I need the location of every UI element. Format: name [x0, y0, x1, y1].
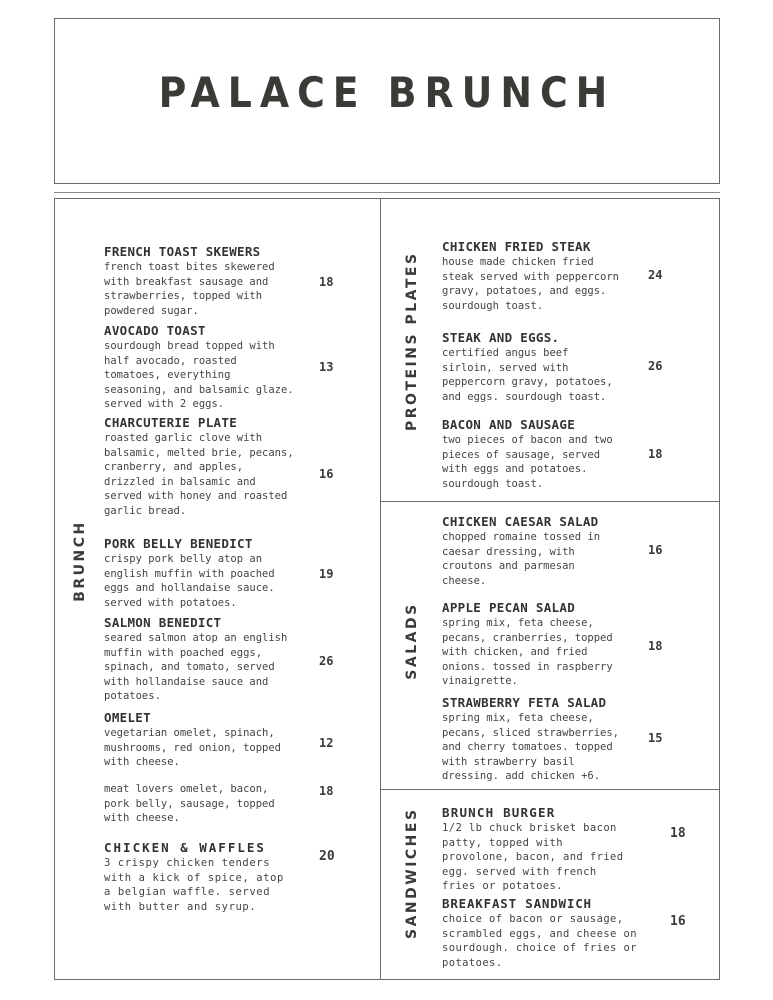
- menu-item: [104, 782, 275, 826]
- menu-item: [442, 330, 613, 404]
- item-name: PORK BELLY BENEDICT: [104, 536, 253, 551]
- item-price: 24: [648, 268, 663, 282]
- menu-item: [104, 244, 275, 318]
- item-desc: certified angus beef sirloin, served with peppercorn gravy, potatoes, and eggs. sourdough toast.: [442, 347, 613, 403]
- item-name: STEAK AND EGGS.: [442, 330, 560, 345]
- item-name: SALMON BENEDICT: [104, 615, 222, 630]
- item-name: STRAWBERRY FETA SALAD: [442, 695, 607, 710]
- item-desc: house made chicken fried steak served with peppercorn gravy, potatoes, and eggs. sourdough toast.: [442, 256, 620, 312]
- menu-item: [104, 323, 294, 412]
- section-label-salads: SALADS: [404, 602, 420, 680]
- menu-item: [442, 805, 623, 894]
- item-desc: spring mix, feta cheese, pecans, sliced strawberries, and cherry tomatoes. topped with strawberry basil dressing. add chicken +6.: [442, 712, 620, 782]
- section-label-sandwiches: SANDWICHES: [404, 807, 420, 939]
- item-price: 18: [670, 826, 686, 841]
- item-name: CHICKEN & WAFFLES: [104, 840, 266, 855]
- item-price: 16: [670, 914, 686, 929]
- menu-item: [442, 896, 637, 970]
- menu-item: [104, 615, 287, 704]
- menu-item: [104, 415, 294, 518]
- menu-item: [442, 417, 613, 491]
- item-desc: vegetarian omelet, spinach, mushrooms, red onion, topped with cheese.: [104, 727, 282, 768]
- item-desc: french toast bites skewered with breakfast sausage and strawberries, topped with powdered sugar.: [104, 261, 275, 317]
- item-name: BREAKFAST SANDWICH: [442, 896, 592, 911]
- menu-item: [442, 239, 619, 313]
- section-divider-sandwiches: [380, 789, 720, 790]
- item-price: 16: [319, 467, 334, 481]
- item-price: 18: [648, 639, 663, 653]
- menu-item: [442, 695, 619, 784]
- item-name: APPLE PECAN SALAD: [442, 600, 576, 615]
- item-desc: spring mix, feta cheese, pecans, cranberries, topped with chicken, and fried onions. tossed in raspberry vinaigrette.: [442, 617, 613, 687]
- item-price: 18: [319, 784, 334, 798]
- menu-item: [442, 600, 613, 689]
- item-desc: 1/2 lb chuck brisket bacon patty, topped with provolone, bacon, and fried egg. served with french fries or potatoes.: [442, 822, 624, 892]
- item-price: 15: [648, 731, 663, 745]
- item-name: CHARCUTERIE PLATE: [104, 415, 238, 430]
- item-desc: two pieces of bacon and two pieces of sausage, served with eggs and potatoes. sourdough toast.: [442, 434, 613, 490]
- item-price: 26: [648, 359, 663, 373]
- column-divider: [380, 198, 381, 980]
- item-desc: roasted garlic clove with balsamic, melted brie, pecans, cranberry, and apples, drizzled in balsamic and served with honey and roasted garlic bread.: [104, 432, 294, 517]
- item-price: 18: [319, 275, 334, 289]
- item-price: 18: [648, 447, 663, 461]
- item-price: 26: [319, 654, 334, 668]
- item-name: CHICKEN CAESAR SALAD: [442, 514, 599, 529]
- item-name: FRENCH TOAST SKEWERS: [104, 244, 261, 259]
- item-name: BACON AND SAUSAGE: [442, 417, 576, 432]
- item-desc: meat lovers omelet, bacon, pork belly, sausage, topped with cheese.: [104, 783, 275, 824]
- item-name: OMELET: [104, 710, 151, 725]
- menu-item: [104, 710, 281, 770]
- item-desc: sourdough bread topped with half avocado, roasted tomatoes, everything seasoning, and balsamic glaze. served with 2 eggs.: [104, 340, 294, 410]
- item-price: 16: [648, 543, 663, 557]
- item-price: 13: [319, 360, 334, 374]
- item-desc: 3 crispy chicken tenders with a kick of spice, atop a belgian waffle. served with butter and syrup.: [104, 857, 284, 913]
- section-divider-salads: [380, 501, 720, 502]
- item-desc: choice of bacon or sausage, scrambled eggs, and cheese on sourdough. choice of fries or potatoes.: [442, 913, 637, 969]
- item-name: BRUNCH BURGER: [442, 805, 556, 820]
- item-name: AVOCADO TOAST: [104, 323, 206, 338]
- item-price: 12: [319, 736, 334, 750]
- page-title: PALACE BRUNCH: [158, 68, 616, 117]
- header-divider: [54, 192, 720, 193]
- item-desc: seared salmon atop an english muffin with poached eggs, spinach, and tomato, served with hollandaise sauce and potatoes.: [104, 632, 288, 702]
- menu-item: [442, 514, 600, 588]
- section-label-proteins: PROTEINS PLATES: [404, 251, 420, 431]
- menu-item: [104, 536, 275, 610]
- item-price: 20: [319, 849, 335, 864]
- menu-item: [104, 840, 284, 914]
- item-price: 19: [319, 567, 334, 581]
- item-name: CHICKEN FRIED STEAK: [442, 239, 591, 254]
- item-desc: crispy pork belly atop an english muffin with poached eggs and hollandaise sauce. served with potatoes.: [104, 553, 275, 609]
- item-desc: chopped romaine tossed in caesar dressing, with croutons and parmesan cheese.: [442, 531, 601, 587]
- section-label-brunch: BRUNCH: [72, 520, 88, 602]
